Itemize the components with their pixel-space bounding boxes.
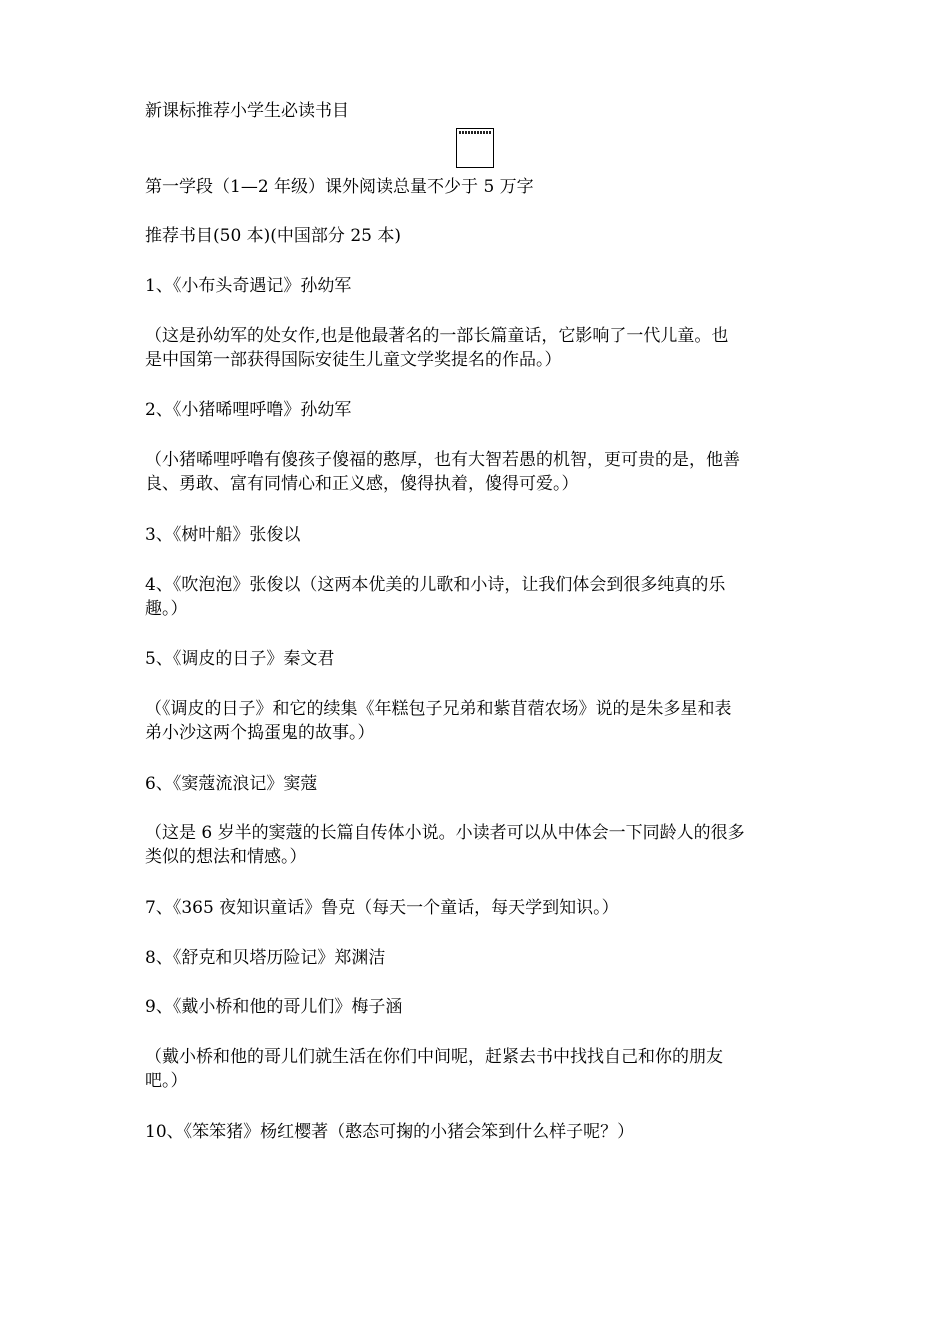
book-entry-1: 1、《小布头奇遇记》孙幼军: [145, 276, 352, 296]
book-entry-10: 10、《笨笨猪》杨红樱著（憨态可掬的小猪会笨到什么样子呢？）: [145, 1122, 635, 1142]
book-note-6: [145, 821, 815, 869]
book-note-9: [145, 1045, 815, 1093]
embedded-image-placeholder: [456, 128, 494, 168]
book-note-5-line-2: 弟小沙这两个捣蛋鬼的故事。）: [145, 723, 375, 743]
book-note-6-line-2: 类似的想法和情感。）: [145, 847, 307, 867]
section-heading: 第一学段（1—2 年级）课外阅读总量不少于 5 万字: [145, 177, 534, 197]
book-entry-3: 3、《树叶船》张俊以: [145, 525, 301, 545]
book-entry-7: 7、《365 夜知识童话》鲁克（每天一个童话，每天学到知识。）: [145, 898, 619, 918]
document-title: 新课标推荐小学生必读书目: [145, 101, 349, 121]
book-note-1: [145, 324, 815, 372]
book-note-2-line-2: 良、勇敢、富有同情心和正义感，傻得执着，傻得可爱。）: [145, 474, 579, 494]
image-thumbnail-strip: [459, 131, 491, 134]
book-note-1-line-1: （这是孙幼军的处女作,也是他最著名的一部长篇童话，它影响了一代儿童。也: [145, 326, 729, 346]
book-note-2-line-1: （小猪唏哩呼噜有傻孩子傻福的憨厚，也有大智若愚的机智，更可贵的是，他善: [145, 450, 740, 470]
book-entry-4: [145, 573, 815, 621]
recommend-count-line: 推荐书目(50 本)(中国部分 25 本): [145, 226, 402, 246]
book-entry-4-line-2: 趣。）: [145, 599, 188, 619]
book-note-5-line-1: （《调皮的日子》和它的续集《年糕包子兄弟和紫苜蓿农场》说的是朱多星和表: [145, 699, 732, 719]
book-entry-9: 9、《戴小桥和他的哥儿们》梅子涵: [145, 997, 403, 1017]
book-note-6-line-1: （这是 6 岁半的窦蔻的长篇自传体小说。小读者可以从中体会一下同龄人的很多: [145, 823, 745, 843]
book-note-1-line-2: 是中国第一部获得国际安徒生儿童文学奖提名的作品。）: [145, 350, 562, 370]
book-entry-5: 5、《调皮的日子》秦文君: [145, 649, 335, 669]
book-note-9-line-2: 吧。）: [145, 1071, 188, 1091]
book-entry-2: 2、《小猪唏哩呼噜》孙幼军: [145, 400, 352, 420]
book-entry-8: 8、《舒克和贝塔历险记》郑渊洁: [145, 948, 386, 968]
book-note-9-line-1: （戴小桥和他的哥儿们就生活在你们中间呢，赶紧去书中找找自己和你的朋友: [145, 1047, 723, 1067]
book-note-5: [145, 697, 815, 745]
book-entry-6: 6、《窦蔻流浪记》窦蔻: [145, 774, 318, 794]
book-entry-4-line-1: 4、《吹泡泡》张俊以（这两本优美的儿歌和小诗，让我们体会到很多纯真的乐: [145, 575, 726, 595]
book-note-2: [145, 448, 815, 496]
